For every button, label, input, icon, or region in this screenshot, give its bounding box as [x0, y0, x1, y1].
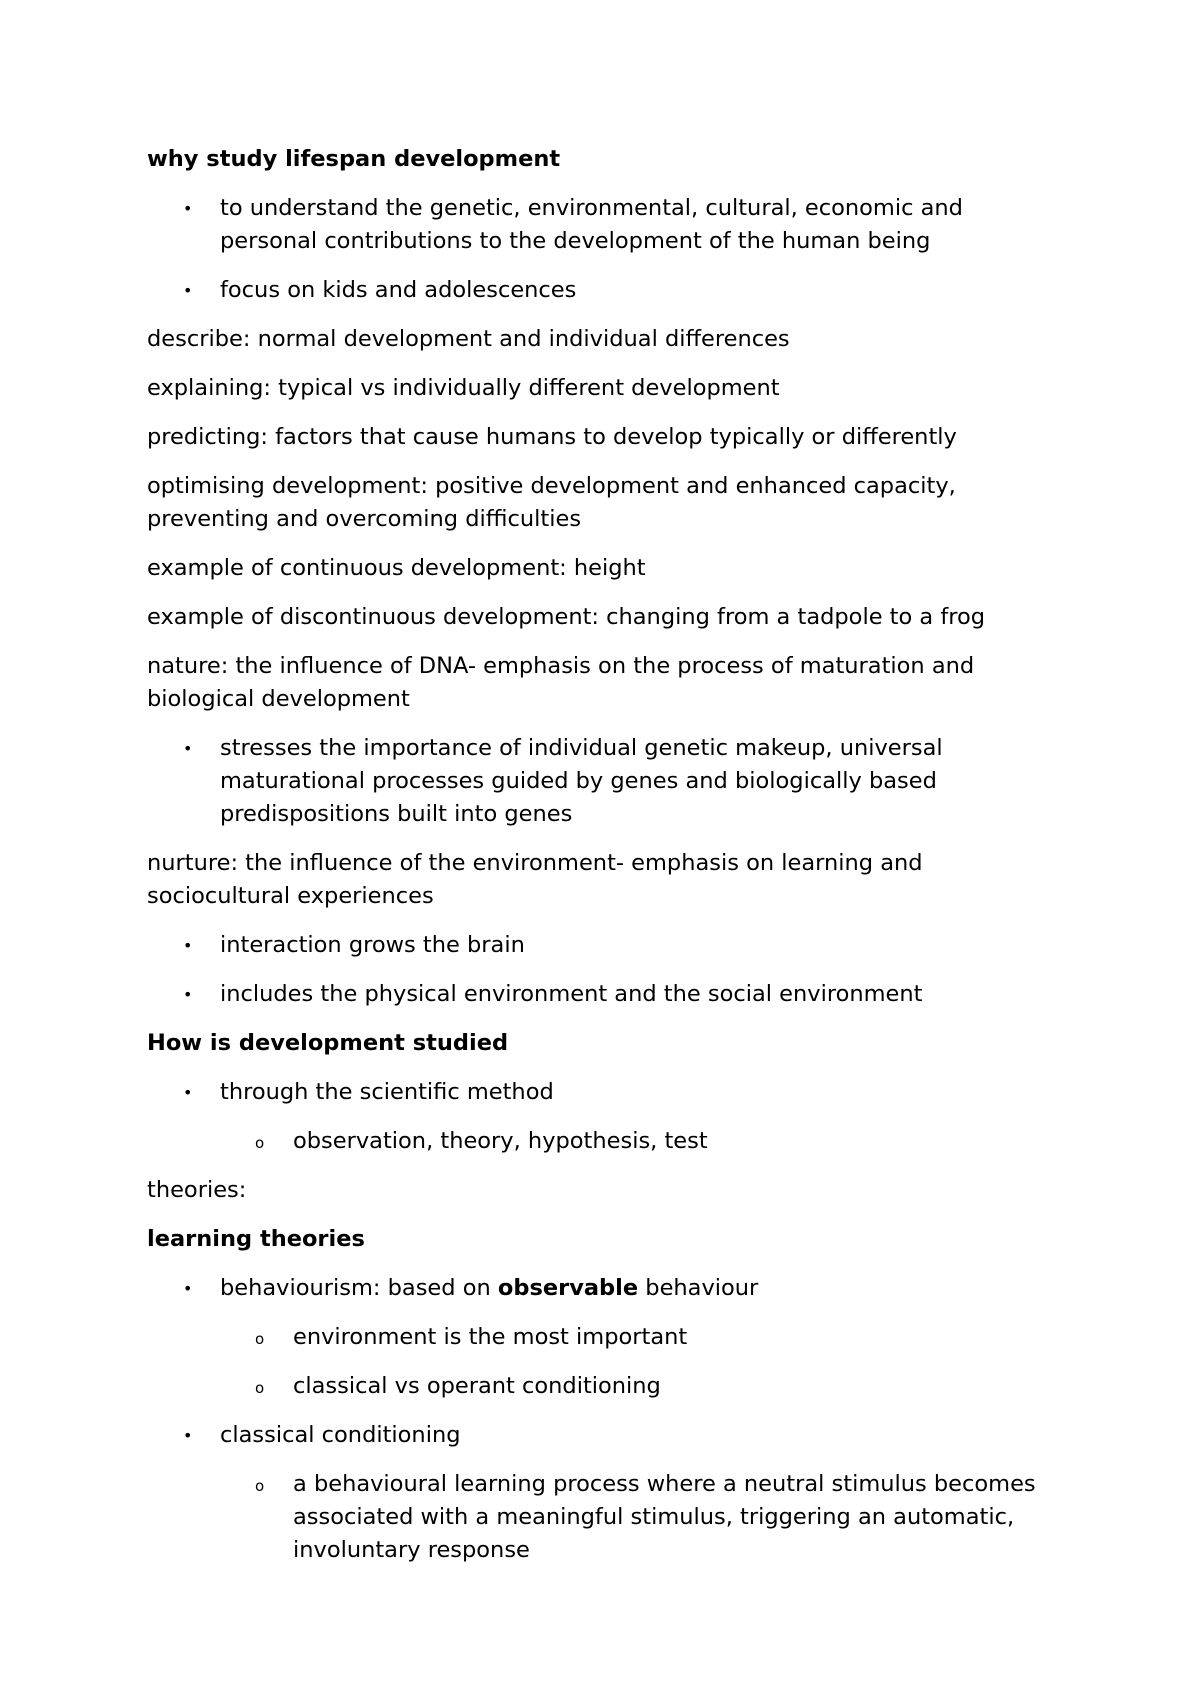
- bullet-icon: •: [183, 739, 193, 758]
- sub-list-item-text: environment is the most important: [293, 1324, 688, 1350]
- bullet-icon: •: [183, 936, 193, 955]
- list-item-text: stresses the importance of individual genetic makeup, universal maturational processes guided by genes and biologically based predispositions built into genes: [220, 735, 943, 827]
- list-item-text: includes the physical environment and the social environment: [220, 981, 923, 1007]
- paragraph-theories: theories:: [147, 1177, 247, 1203]
- sub-bullet-icon: o: [255, 1134, 265, 1152]
- list-item-text: interaction grows the brain: [220, 932, 525, 958]
- sub-bullet-icon: o: [255, 1330, 265, 1348]
- sub-list-item-text: classical vs operant conditioning: [293, 1373, 661, 1399]
- sub-list-item-text: observation, theory, hypothesis, test: [293, 1128, 708, 1154]
- paragraph-describe: describe: normal development and individual differences: [147, 326, 790, 352]
- heading-learning-theories: learning theories: [147, 1226, 365, 1252]
- bullet-icon: •: [183, 281, 193, 300]
- heading-how-studied: How is development studied: [147, 1030, 509, 1056]
- list-item: [147, 1076, 1067, 1109]
- list-item: [147, 1419, 1067, 1452]
- list-item: [147, 192, 1067, 258]
- sub-list-item: [147, 1468, 1067, 1567]
- document-page: [147, 143, 1067, 1583]
- sub-bullet-icon: o: [255, 1379, 265, 1397]
- behaviourism-text-bold: observable: [497, 1275, 639, 1301]
- bullet-icon: •: [183, 1279, 193, 1298]
- bullet-icon: •: [183, 1426, 193, 1445]
- heading-why-study: why study lifespan development: [147, 146, 561, 172]
- list-item-text: [220, 1275, 758, 1301]
- list-item-text: to understand the genetic, environmental, cultural, economic and personal contributions to the development of the human being: [220, 195, 963, 254]
- bullet-icon: •: [183, 199, 193, 218]
- sub-list-item: [147, 1321, 1067, 1354]
- behaviourism-text-post: behaviour: [638, 1275, 759, 1301]
- bullet-icon: •: [183, 1083, 193, 1102]
- sub-bullet-icon: o: [255, 1477, 265, 1495]
- list-item: [147, 978, 1067, 1011]
- list-item-text: focus on kids and adolescences: [220, 277, 577, 303]
- paragraph-discontinuous: example of discontinuous development: changing from a tadpole to a frog: [147, 604, 986, 630]
- paragraph-optimising: optimising development: positive development and enhanced capacity, preventing and overcoming difficulties: [147, 473, 956, 532]
- paragraph-predicting: predicting: factors that cause humans to develop typically or differently: [147, 424, 957, 450]
- list-item: [147, 1272, 1067, 1305]
- paragraph-explaining: explaining: typical vs individually different development: [147, 375, 780, 401]
- paragraph-nurture: nurture: the influence of the environment- emphasis on learning and sociocultural experiences: [147, 850, 923, 909]
- list-item: [147, 732, 1067, 831]
- bullet-icon: •: [183, 985, 193, 1004]
- behaviourism-text-pre: behaviourism: based on: [220, 1275, 498, 1301]
- sub-list-item: [147, 1125, 1067, 1158]
- list-item: [147, 274, 1067, 307]
- paragraph-nature: nature: the influence of DNA- emphasis on the process of maturation and biological development: [147, 653, 975, 712]
- sub-list-item: [147, 1370, 1067, 1403]
- list-item: [147, 929, 1067, 962]
- list-item-text: through the scientific method: [220, 1079, 554, 1105]
- list-item-text: classical conditioning: [220, 1422, 461, 1448]
- paragraph-continuous: example of continuous development: height: [147, 555, 646, 581]
- sub-list-item-text: a behavioural learning process where a neutral stimulus becomes associated with a meaningful stimulus, triggering an automatic, involuntary response: [293, 1471, 1036, 1563]
